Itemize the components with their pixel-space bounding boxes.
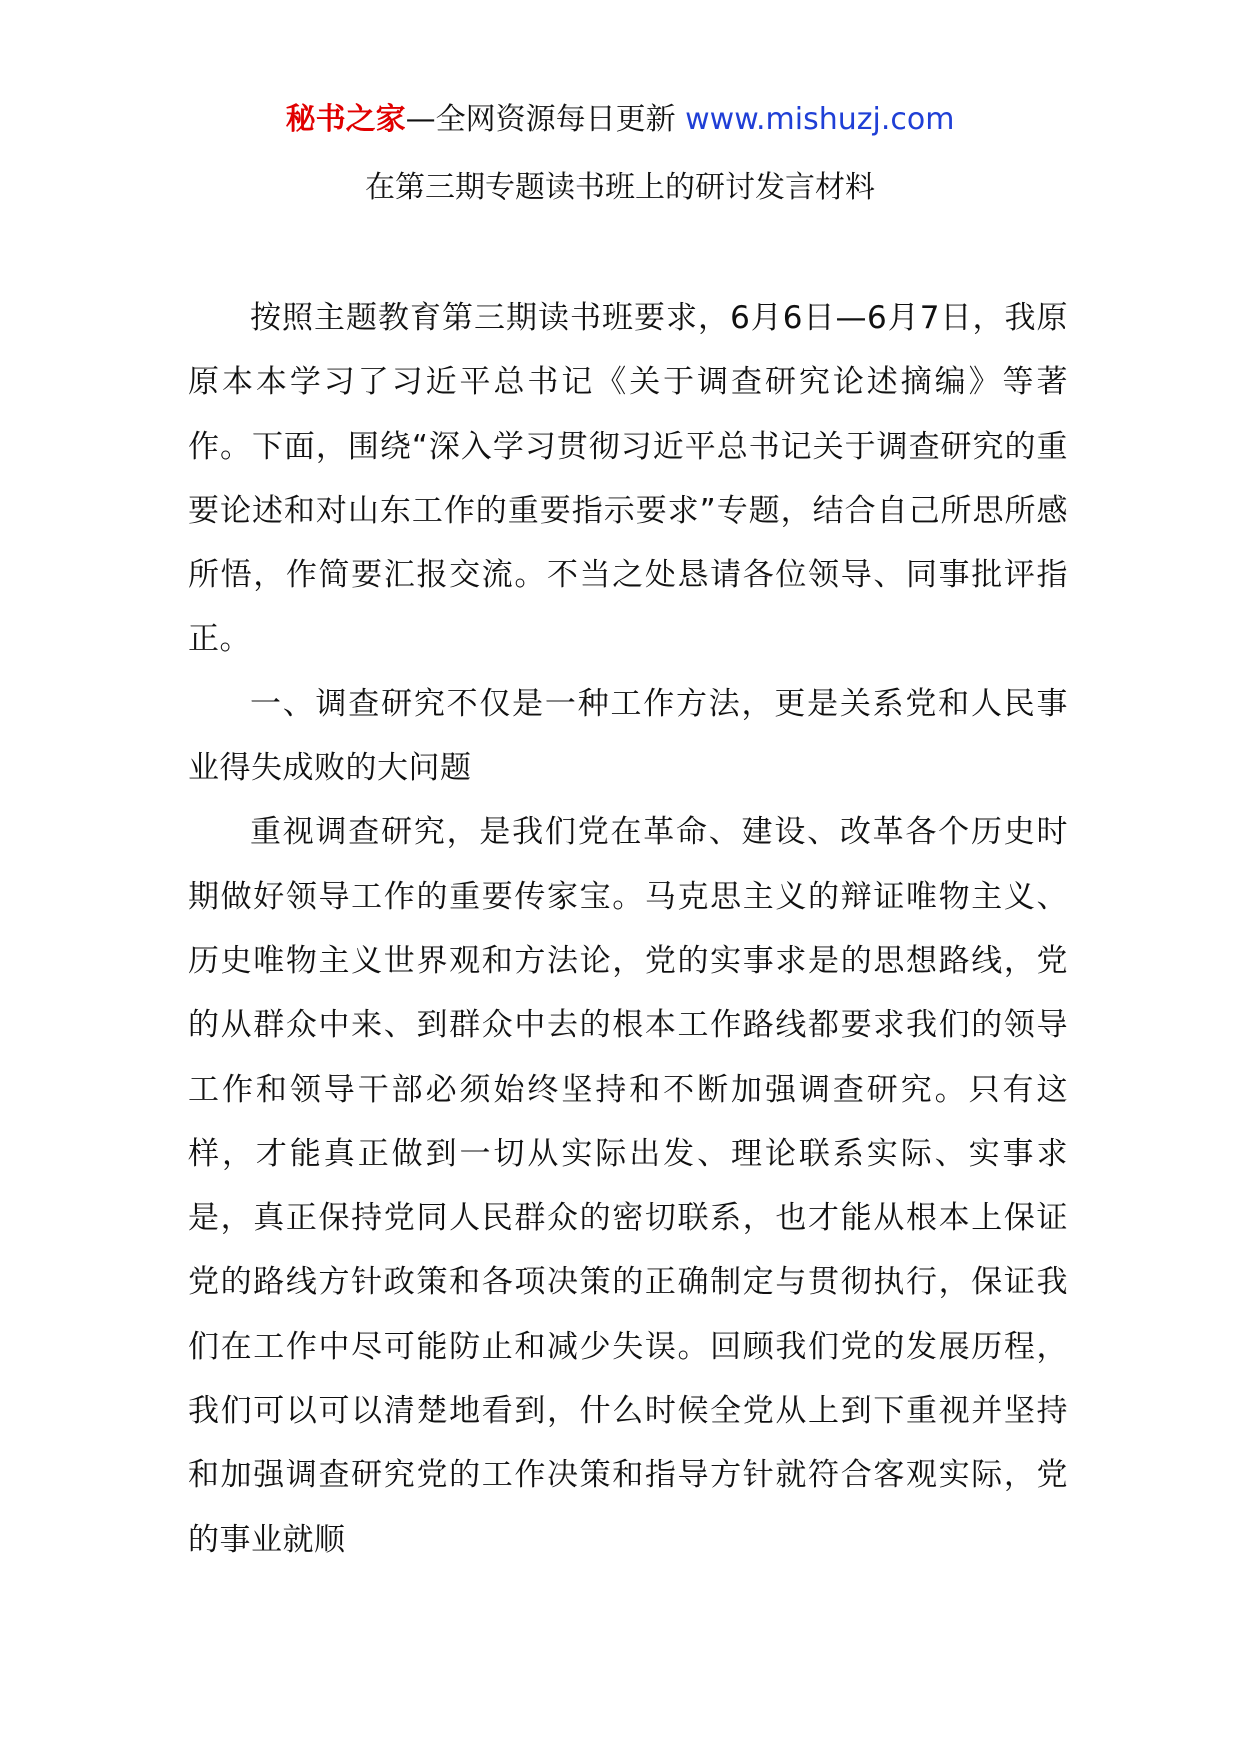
brand-name: 秘书之家 — [285, 102, 406, 137]
header-tagline: —全网资源每日更新 — [405, 102, 676, 137]
site-url-link[interactable]: www.mishuzj.com — [685, 102, 955, 137]
document-body — [188, 286, 1068, 1572]
site-header — [0, 100, 1240, 140]
paragraph-body: 重视调查研究，是我们党在革命、建设、改革各个历史时期做好领导工作的重要传家宝。马克思主义的辩证唯物主义、历史唯物主义世界观和方法论，党的实事求是的思想路线，党的从群众中来、到群众中去的根本工作路线都要求我们的领导工作和领导干部必须始终坚持和不断加强调查研究。只有这样，才能真正做到一切从实际出发、理论联系实际、实事求是，真正保持党同人民群众的密切联系，也才能从根本上保证党的路线方针政策和各项决策的正确制定与贯彻执行，保证我们在工作中尽可能防止和减少失误。回顾我们党的发展历程，我们可以可以清楚地看到，什么时候全党从上到下重视并坚持和加强调查研究党的工作决策和指导方针就符合客观实际，党的事业就顺 — [188, 814, 1068, 1558]
document-title: 在第三期专题读书班上的研讨发言材料 — [365, 170, 875, 205]
section-heading-1: 一、调查研究不仅是一种工作方法，更是关系党和人民事业得失成败的大问题 — [188, 685, 1068, 787]
paragraph-intro: 按照主题教育第三期读书班要求，6月6日—6月7日，我原原本本学习了习近平总书记《关于调查研究论述摘编》等著作。下面，围绕“深入学习贯彻习近平总书记关于调查研究的重要论述和对山东工作的重要指示要求”专题，结合自己所思所感所悟，作简要汇报交流。不当之处恳请各位领导、同事批评指正。 — [188, 300, 1068, 658]
